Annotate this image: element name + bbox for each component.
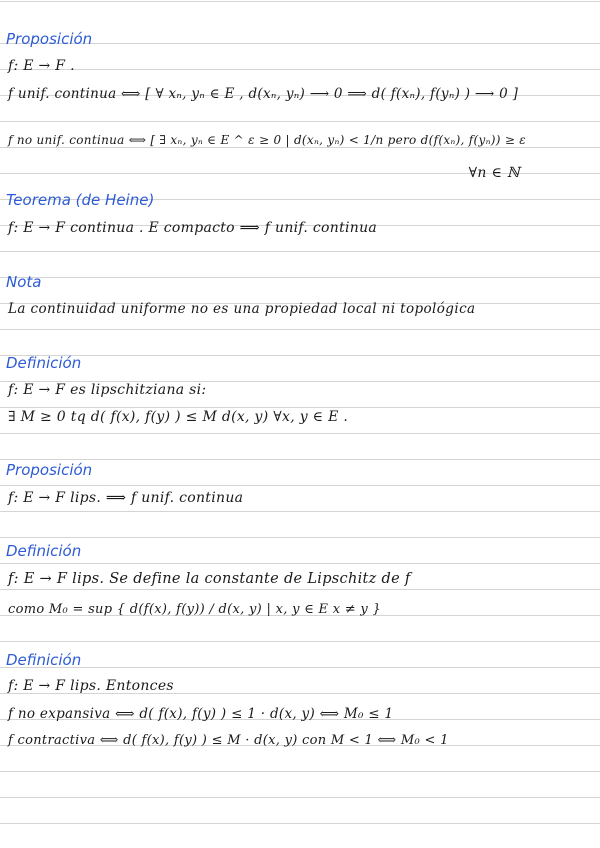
section-heading: Proposición xyxy=(6,30,93,48)
note-line: f contractiva ⟺ d( f(x), f(y) ) ≤ M · d(x, y) con M < 1 ⟺ M₀ < 1 xyxy=(8,733,449,748)
section-heading: Definición xyxy=(6,542,82,560)
section-heading: Proposición xyxy=(6,461,93,479)
section-heading: Definición xyxy=(6,354,82,372)
note-line: La continuidad uniforme no es una propiedad local ni topológica xyxy=(8,301,476,317)
note-line: f: E → F lips. Se define la constante de Lipschitz de f xyxy=(8,571,411,587)
note-line: f no expansiva ⟺ d( f(x), f(y) ) ≤ 1 · d(x, y) ⟺ M₀ ≤ 1 xyxy=(8,706,394,722)
note-line: f: E → F lips. Entonces xyxy=(8,678,174,694)
note-line: f unif. continua ⟺ [ ∀ xₙ, yₙ ∈ E , d(xₙ, yₙ) ⟶ 0 ⟹ d( f(xₙ), f(yₙ) ) ⟶ 0 ] xyxy=(8,86,519,102)
note-line: f no unif. continua ⟺ [ ∃ xₙ, yₙ ∈ E ^ ε ≥ 0 | d(xₙ, yₙ) < 1/n pero d(f(xₙ), f(yₙ)) ≥ ε xyxy=(8,133,527,147)
section-heading: Nota xyxy=(6,273,42,291)
note-line: f: E → F es lipschitziana si: xyxy=(8,382,207,398)
note-line: ∀n ∈ ℕ xyxy=(468,165,520,181)
note-line: f: E → F . xyxy=(8,58,75,74)
note-line: ∃ M ≥ 0 tq d( f(x), f(y) ) ≤ M d(x, y) ∀x, y ∈ E . xyxy=(8,409,349,425)
note-line: como M₀ = sup { d(f(x), f(y)) / d(x, y) | x, y ∈ E x ≠ y } xyxy=(8,602,382,617)
note-line: f: E → F lips. ⟹ f unif. continua xyxy=(8,490,244,506)
section-heading: Teorema (de Heine) xyxy=(6,191,155,209)
note-line: f: E → F continua . E compacto ⟹ f unif. continua xyxy=(8,220,378,236)
section-heading: Definición xyxy=(6,651,82,669)
